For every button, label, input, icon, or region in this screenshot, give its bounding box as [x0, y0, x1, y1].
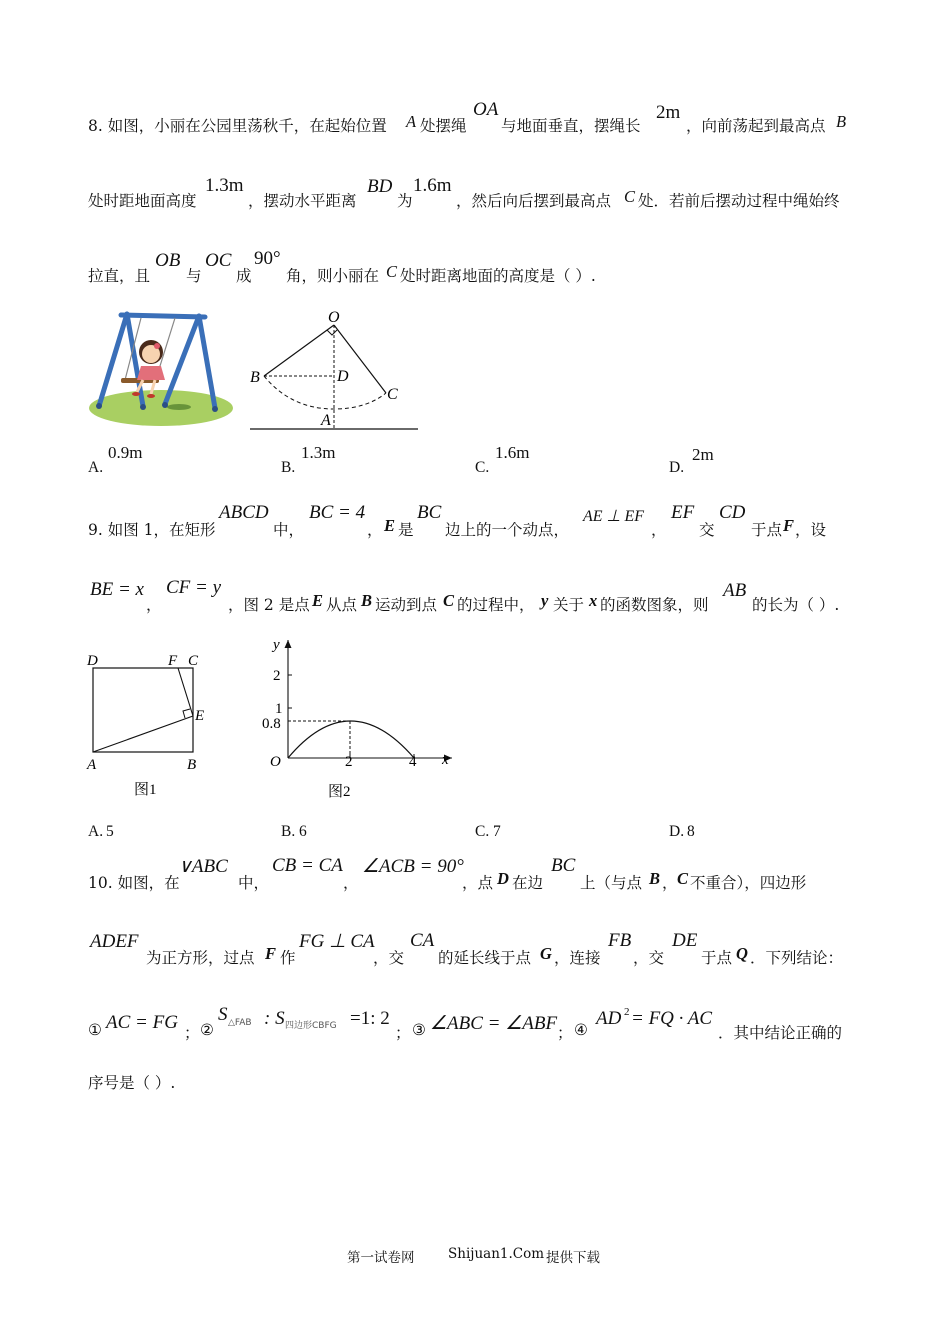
label-b: B [250, 369, 260, 386]
q8-option-b-value: 1.3m [301, 443, 336, 462]
q10-text: 上（与点 [580, 874, 643, 892]
function-curve [288, 721, 414, 758]
q10-text: 作 [280, 949, 296, 967]
q10-ca: CA [410, 930, 435, 951]
label-c: C [188, 653, 199, 669]
q8-angle: 90° [254, 248, 281, 269]
conclusion-2-s1: S [218, 1004, 228, 1025]
q10-point-c: C [677, 869, 689, 888]
label-f: F [168, 653, 178, 669]
q10-text: 为正方形，过点 [146, 949, 255, 967]
label-o: O [328, 309, 340, 326]
q9-var-x: x [589, 591, 598, 610]
q9-var-y: y [541, 591, 549, 610]
q9-text: 的过程中， [457, 596, 535, 614]
q9-figure-1 [84, 648, 214, 800]
q8-text: ，摆动水平距离 [248, 192, 357, 210]
q8-oa: OA [473, 99, 499, 120]
conclusion-1: AC = FG [106, 1012, 178, 1033]
q8-distance: 1.6m [413, 175, 452, 196]
footer-site-name: 第一试卷网 [347, 1250, 415, 1266]
q10-text: 在边 [512, 874, 544, 892]
q10-text: 不重合），四边形 [690, 874, 807, 892]
q8-option-c-letter: C. [475, 459, 490, 476]
tick-label-x-2: 2 [345, 754, 353, 770]
q8-text: 处．若前后摆动过程中绳始终 [638, 192, 840, 210]
q8-text: 处时距离地面的高度是（ ）. [400, 267, 596, 285]
q8-option-a-letter: A. [88, 459, 104, 476]
q8-length: 2m [656, 102, 681, 123]
conclusion-2-sub-fab: △FAB [228, 1018, 252, 1028]
q9-text: ， [146, 596, 162, 614]
q8-figure [246, 305, 422, 435]
q8-point-c: C [386, 262, 398, 281]
q9-option-d-letter: D. [669, 823, 685, 840]
conclusion-2-value: =1: 2 [350, 1008, 390, 1029]
q9-text: 运动到点 [375, 596, 438, 614]
q9-text: 交 [699, 521, 715, 539]
q9-text: ，图 2 是点 [228, 596, 310, 614]
rope-ob [264, 325, 334, 376]
q9-point-e: E [384, 516, 396, 535]
q8-point-b: B [836, 112, 847, 131]
y-axis-arrow [285, 640, 292, 648]
q8-text: 处时距地面高度 [88, 192, 197, 210]
q8-option-c-value: 1.6m [495, 443, 530, 462]
footer-site-link[interactable]: Shijuan1.Com [448, 1246, 545, 1262]
q9-option-a-value: 5 [106, 823, 114, 840]
q8-point-a: A [406, 112, 417, 131]
q9-cf-eq-y: CF = y [166, 577, 222, 598]
q9-text: 从点 [326, 596, 358, 614]
separator: ； [395, 1024, 411, 1042]
label-x: x [442, 752, 449, 768]
q9-text: 中， [273, 521, 305, 539]
q10-text: ．下列结论： [750, 949, 844, 967]
label-e: E [195, 708, 205, 724]
q9-option-a-letter: A. [88, 823, 104, 840]
q10-text: ，点 [462, 874, 494, 892]
label-origin: O [270, 754, 281, 770]
q8-text: 与地面垂直，摆绳长 [501, 117, 641, 135]
q9-point-e: E [312, 591, 324, 610]
q9-ef: EF [671, 502, 695, 523]
conclusion-2-sub-cbfg: 四边形CBFG [285, 1021, 337, 1031]
label-c: C [387, 386, 398, 403]
q8-text: 为 [397, 192, 413, 210]
label-d: D [87, 653, 98, 669]
q9-ab: AB [723, 580, 747, 601]
q8-text: ，向前荡起到最高点 [686, 117, 826, 135]
q10-point-b: B [649, 869, 661, 888]
q9-point-f: F [783, 516, 795, 535]
right-angle-mark [327, 330, 337, 335]
segment-ae [93, 716, 193, 752]
q10-triangle: ∨ABC [178, 856, 228, 877]
q9-ae-perp-ef: AE ⊥ EF [583, 508, 645, 525]
q9-text: ，设 [795, 521, 827, 539]
q8-option-b-letter: B. [281, 459, 296, 476]
q8-option-a-value: 0.9m [108, 443, 143, 462]
q9-text: 边上的一个动点， [445, 521, 570, 539]
q10-cb-eq-ca: CB = CA [272, 855, 343, 876]
conclusion-4-ad: AD [596, 1008, 622, 1029]
q8-text: 角，则小丽在 [286, 267, 380, 285]
q9-be-eq-x: BE = x [90, 579, 144, 600]
q9-text: ， [367, 521, 383, 539]
label-b: B [187, 757, 197, 773]
q8-ob: OB [155, 250, 181, 271]
q9-figure-2 [256, 632, 456, 802]
q10-text: 于点 [701, 949, 733, 967]
conclusion-3-number: ③ [412, 1021, 426, 1039]
q10-line4: 序号是（ ）. [88, 1074, 176, 1092]
conclusion-1-number: ① [88, 1021, 102, 1039]
q8-text: 拉直，且 [88, 267, 151, 285]
label-a: A [87, 757, 97, 773]
conclusion-4-number: ④ [574, 1021, 588, 1039]
q8-option-d-value: 2m [692, 445, 714, 464]
q10-bc: BC [551, 855, 576, 876]
swing-arc [264, 376, 386, 409]
tick-label-0-8: 0.8 [262, 716, 281, 732]
rectangle-abcd [93, 668, 193, 752]
q9-text: 9. 如图 1，在矩形 [88, 521, 216, 539]
q10-text: 10. 如图，在 [88, 874, 180, 892]
q10-text: ，交 [633, 949, 665, 967]
q10-adef: ADEF [90, 931, 139, 952]
q9-text: 的长为（ ）. [752, 596, 840, 614]
q9-option-d-value: 8 [687, 823, 695, 840]
q8-point-c: C [624, 187, 636, 206]
q9-option-b-letter: B. [281, 823, 296, 840]
label-y: y [273, 637, 280, 653]
q9-text: 关于 [553, 596, 585, 614]
q8-text: 8. 如图，小丽在公园里荡秋千，在起始位置 [88, 117, 387, 135]
segment-ef [178, 668, 193, 716]
right-angle-mark [183, 709, 190, 718]
q10-text: 中， [238, 874, 270, 892]
q9-text: 的函数图象，则 [600, 596, 709, 614]
separator: ； [184, 1024, 200, 1042]
label-a: A [321, 412, 331, 429]
footer-download: 提供下载 [546, 1250, 600, 1266]
q9-abcd: ABCD [219, 502, 269, 523]
conclusion-2-ratio: : S [264, 1008, 285, 1029]
q10-text: ， [662, 874, 678, 892]
q8-text: 成 [236, 267, 252, 285]
label-d: D [337, 368, 349, 385]
q10-angle-acb: ∠ACB = 90° [362, 856, 464, 877]
q10-text: ．其中结论正确的 [718, 1024, 843, 1042]
q10-text: ，连接 [554, 949, 601, 967]
q8-text: ，然后向后摆到最高点 [456, 192, 612, 210]
q9-bc-eq-4: BC = 4 [309, 502, 366, 523]
q9-point-c: C [443, 591, 455, 610]
q9-text: ， [651, 521, 667, 539]
q10-fg-perp-ca: FG ⊥ CA [299, 931, 375, 952]
q10-fb: FB [608, 930, 632, 951]
tick-label-1: 1 [275, 701, 283, 717]
q10-text: 的延长线于点 [438, 949, 532, 967]
q9-bc: BC [417, 502, 442, 523]
q9-option-b-value: 6 [299, 823, 307, 840]
tick-label-x-4: 4 [409, 754, 417, 770]
figure-2-caption: 图2 [328, 784, 351, 800]
conclusion-4-rhs: = FQ · AC [631, 1008, 713, 1029]
q10-text: ，交 [373, 949, 405, 967]
q8-text: 与 [186, 267, 202, 285]
q8-height: 1.3m [205, 175, 244, 196]
q10-de: DE [672, 930, 698, 951]
shadow [167, 404, 191, 410]
conclusion-3: ∠ABC = ∠ABF [430, 1013, 558, 1034]
q10-point-g: G [540, 944, 552, 963]
q8-bd: BD [367, 176, 393, 197]
q10-point-f: F [265, 944, 277, 963]
q8-text: 处摆绳 [420, 117, 467, 135]
q8-option-d-letter: D. [669, 459, 685, 476]
separator: ； [557, 1024, 573, 1042]
q10-text: ， [343, 874, 359, 892]
q10-point-d: D [497, 869, 509, 888]
conclusion-2-number: ② [200, 1021, 214, 1039]
tick-label-2: 2 [273, 668, 281, 684]
q10-point-q: Q [736, 944, 748, 963]
q9-text: 是 [398, 521, 414, 539]
q9-option-c-value: 7 [493, 823, 501, 840]
figure-1-caption: 图1 [134, 782, 157, 798]
q9-point-b: B [361, 591, 373, 610]
q9-cd: CD [719, 502, 746, 523]
q9-text: 于点 [751, 521, 783, 539]
swing-illustration [85, 308, 237, 430]
q9-option-c-letter: C. [475, 823, 490, 840]
conclusion-4-exponent: 2 [624, 1006, 630, 1018]
q8-oc: OC [205, 250, 232, 271]
